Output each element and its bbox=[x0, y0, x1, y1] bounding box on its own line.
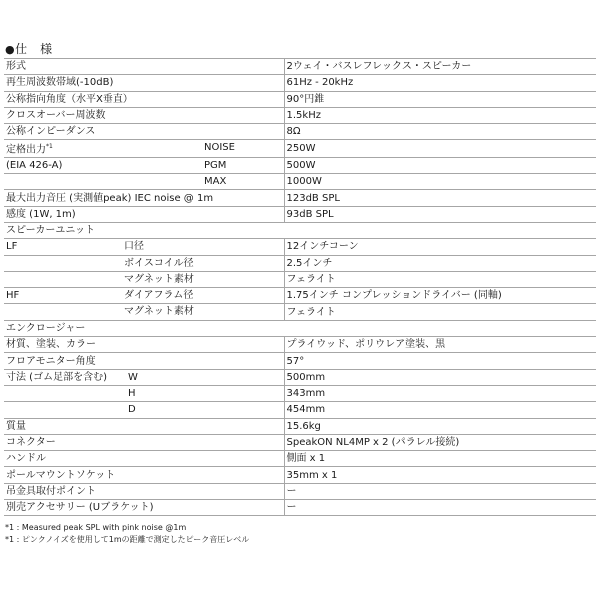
spec-row bbox=[4, 337, 596, 353]
spec-row bbox=[4, 239, 596, 255]
spec-row bbox=[4, 467, 596, 483]
spec-label-text: 最大出力音圧 (実測値peak) IEC noise @ 1m bbox=[6, 192, 214, 204]
spec-value: フェライト bbox=[284, 304, 596, 320]
spec-label-text: 寸法 (ゴム足部を含む) bbox=[6, 371, 107, 383]
spec-row bbox=[4, 255, 596, 271]
spec-value: 250W bbox=[284, 140, 596, 157]
spec-row bbox=[4, 271, 596, 287]
spec-value: 61Hz - 20kHz bbox=[284, 75, 596, 91]
spec-label bbox=[4, 288, 284, 304]
spec-sublabel: マグネット素材 bbox=[124, 306, 194, 318]
spec-label-text: フロアモニター角度 bbox=[6, 355, 96, 367]
spec-sublabel: ダイアフラム径 bbox=[124, 290, 194, 302]
section-title: エンクロージャー bbox=[4, 320, 596, 336]
footnote-en: *1 : Measured peak SPL with pink noise @1m bbox=[5, 523, 187, 532]
spec-label bbox=[4, 483, 284, 499]
spec-label bbox=[4, 124, 284, 140]
spec-value: 500W bbox=[284, 157, 596, 173]
spec-value: 1.5kHz bbox=[284, 107, 596, 123]
footnotes bbox=[5, 522, 249, 546]
spec-label-text: 形式 bbox=[6, 61, 26, 73]
spec-row bbox=[4, 190, 596, 206]
spec-label bbox=[4, 369, 284, 385]
spec-row bbox=[4, 206, 596, 222]
spec-label bbox=[4, 451, 284, 467]
spec-value: 500mm bbox=[284, 369, 596, 385]
spec-label bbox=[4, 107, 284, 123]
spec-sublabel: 口径 bbox=[124, 241, 144, 253]
spec-label bbox=[4, 353, 284, 369]
spec-label bbox=[4, 271, 284, 287]
bullet-icon: ● bbox=[5, 43, 16, 56]
spec-label-text: 公称指向角度（水平X垂直） bbox=[6, 93, 133, 105]
spec-label bbox=[4, 337, 284, 353]
spec-value: フェライト bbox=[284, 271, 596, 287]
spec-row bbox=[4, 174, 596, 190]
spec-value: プライウッド、ポリウレア塗装、黒 bbox=[284, 337, 596, 353]
section-row bbox=[4, 320, 596, 336]
spec-value: 2ウェイ・バスレフレックス・スピーカー bbox=[284, 59, 596, 75]
spec-value: 123dB SPL bbox=[284, 190, 596, 206]
spec-sublabel: ボイスコイル径 bbox=[124, 257, 194, 269]
spec-sublabel: H bbox=[128, 387, 136, 399]
spec-label bbox=[4, 75, 284, 91]
spec-label-text: 再生周波数帯域(-10dB) bbox=[6, 77, 114, 89]
spec-value: SpeakON NL4MP x 2 (パラレル接続) bbox=[284, 434, 596, 450]
spec-sublabel: D bbox=[128, 404, 136, 416]
spec-value: 57° bbox=[284, 353, 596, 369]
spec-row bbox=[4, 483, 596, 499]
spec-sublabel: PGM bbox=[204, 159, 227, 171]
section-row bbox=[4, 223, 596, 239]
spec-row bbox=[4, 385, 596, 401]
spec-row bbox=[4, 107, 596, 123]
spec-value: 1.75インチ コンプレッションドライバー (同軸) bbox=[284, 288, 596, 304]
spec-heading bbox=[5, 40, 53, 57]
spec-label bbox=[4, 206, 284, 222]
spec-row bbox=[4, 91, 596, 107]
spec-label bbox=[4, 174, 284, 190]
spec-table bbox=[4, 58, 596, 516]
spec-label bbox=[4, 140, 284, 157]
spec-value: 12インチコーン bbox=[284, 239, 596, 255]
spec-row bbox=[4, 402, 596, 418]
spec-value: 343mm bbox=[284, 385, 596, 401]
footnote-ja: *1 : ピンクノイズを使用して1mの距離で測定したピーク音圧レベル bbox=[5, 535, 250, 544]
spec-row bbox=[4, 434, 596, 450]
spec-label-text: クロスオーバー周波数 bbox=[6, 110, 106, 122]
spec-label-text: 材質、塗装、カラー bbox=[6, 339, 96, 351]
spec-row bbox=[4, 157, 596, 173]
spec-label bbox=[4, 402, 284, 418]
spec-row bbox=[4, 353, 596, 369]
spec-row bbox=[4, 304, 596, 320]
spec-title: 仕 様 bbox=[15, 42, 53, 56]
spec-value: 35mm x 1 bbox=[284, 467, 596, 483]
spec-label-text: 感度 (1W, 1m) bbox=[6, 208, 76, 220]
spec-row bbox=[4, 140, 596, 157]
spec-row bbox=[4, 124, 596, 140]
spec-label bbox=[4, 500, 284, 516]
spec-row bbox=[4, 369, 596, 385]
spec-sublabel: マグネット素材 bbox=[124, 273, 194, 285]
spec-sublabel: W bbox=[128, 371, 138, 383]
spec-label bbox=[4, 304, 284, 320]
spec-value: 8Ω bbox=[284, 124, 596, 140]
spec-value: 2.5インチ bbox=[284, 255, 596, 271]
spec-label bbox=[4, 385, 284, 401]
spec-label-text: LF bbox=[6, 241, 18, 253]
spec-label-text: 公称インピーダンス bbox=[6, 126, 96, 138]
spec-label bbox=[4, 255, 284, 271]
spec-label-text: 別売アクセサリー (Uブラケット) bbox=[6, 502, 154, 514]
spec-label-text: コネクター bbox=[6, 437, 56, 448]
spec-label bbox=[4, 418, 284, 434]
spec-value: 90°円錐 bbox=[284, 91, 596, 107]
spec-row bbox=[4, 500, 596, 516]
spec-sublabel: NOISE bbox=[204, 142, 235, 154]
spec-label-text: HF bbox=[6, 290, 20, 302]
spec-sublabel: MAX bbox=[204, 176, 227, 188]
spec-label bbox=[4, 59, 284, 75]
spec-label bbox=[4, 434, 284, 450]
spec-label-text: 定格出力 bbox=[6, 144, 46, 156]
spec-label bbox=[4, 157, 284, 173]
spec-value: ー bbox=[284, 483, 596, 499]
spec-label-text: 質量 bbox=[6, 420, 26, 432]
spec-label bbox=[4, 91, 284, 107]
spec-label-text: ハンドル bbox=[6, 453, 46, 465]
spec-value: 1000W bbox=[284, 174, 596, 190]
spec-label bbox=[4, 190, 284, 206]
section-title: スピーカーユニット bbox=[4, 223, 596, 239]
spec-label-text: 吊金具取付ポイント bbox=[6, 485, 96, 497]
spec-row bbox=[4, 451, 596, 467]
spec-value: 454mm bbox=[284, 402, 596, 418]
spec-row bbox=[4, 418, 596, 434]
spec-label bbox=[4, 239, 284, 255]
spec-row bbox=[4, 288, 596, 304]
spec-row bbox=[4, 75, 596, 91]
spec-value: 側面 x 1 bbox=[284, 451, 596, 467]
spec-label-text: ポールマウントソケット bbox=[6, 469, 116, 481]
spec-label-text: (EIA 426-A) bbox=[6, 159, 63, 171]
spec-row bbox=[4, 59, 596, 75]
spec-value: 15.6kg bbox=[284, 418, 596, 434]
spec-value: ー bbox=[284, 500, 596, 516]
footnote-marker: *1 bbox=[46, 143, 53, 151]
spec-value: 93dB SPL bbox=[284, 206, 596, 222]
spec-label bbox=[4, 467, 284, 483]
